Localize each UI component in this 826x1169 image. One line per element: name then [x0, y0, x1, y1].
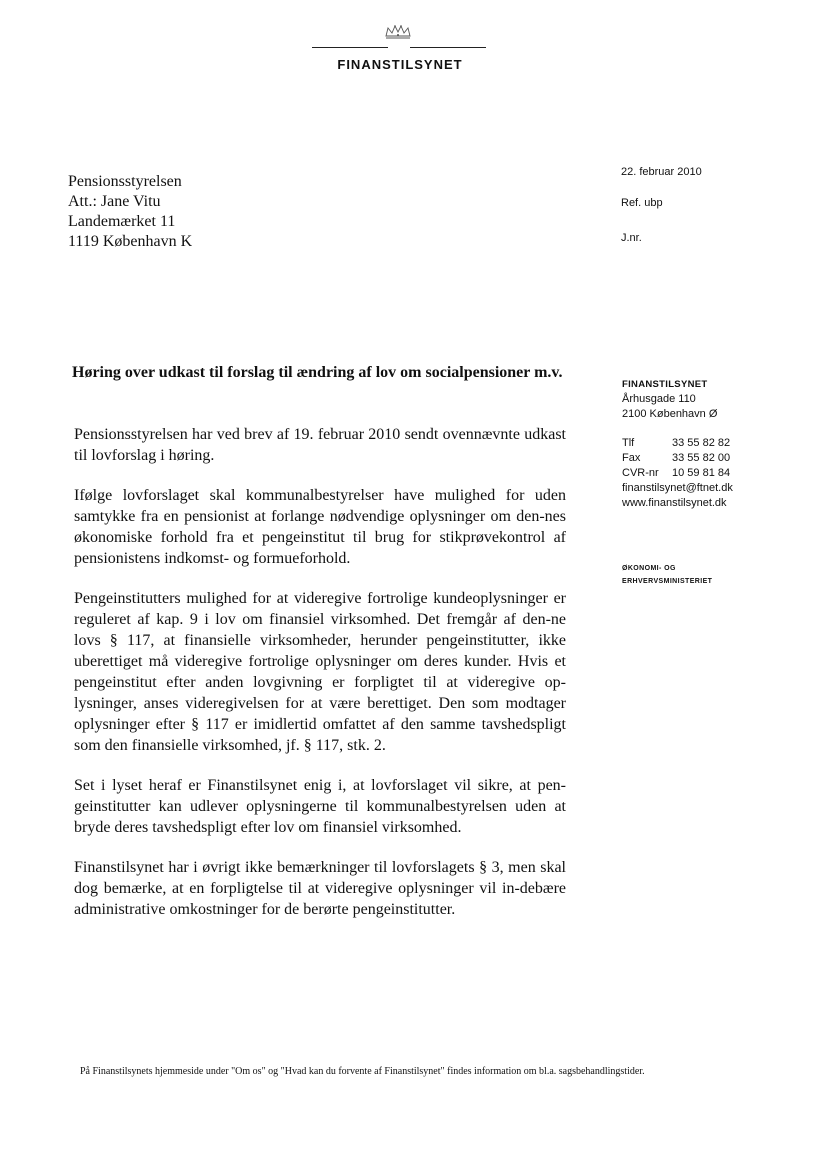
sender-website: www.finanstilsynet.dk — [622, 497, 727, 509]
sender-name: FINANSTILSYNET — [622, 379, 708, 390]
contact-row-cvr — [622, 466, 733, 481]
ministry-line: ERHVERVSMINISTERIET — [622, 578, 713, 585]
letter-subject: Høring over udkast til forslag til ændring af lov om socialpensioner m.v. — [72, 364, 563, 381]
sender-email: finanstilsynet@ftnet.dk — [622, 482, 733, 494]
sender-contact-block — [622, 377, 733, 511]
body-paragraph: Pengeinstitutters mulighed for at videregive fortrolige kundeoplysninger er reguleret af kap. 9 i lov om finansiel virksomhed. Det fremgår af den-ne lovs § 117, at finansielle virksomheder, herunder pengeinstitutter, ikke uberettiget må videregive fortrolige oplysninger om deres kunder. Hvis et pengeinstitut efter anden lovgivning er forpligtet til at videregive op-lysninger, anses videregivelsen for at være berettiget. Den som modtager oplysninger efter § 117 er imidlertid omfattet af den samme tavshedspligt som den finansielle virksomhed, jf. § 117, stk. 2. — [74, 590, 566, 754]
body-paragraph: Set i lyset heraf er Finanstilsynet enig i, at lovforslaget vil sikre, at pen-geinstitutter kan udlever oplysningerne til kommunalbestyrelsen uden at bryde deres tavshedspligt efter lov om finansiel virksomhed. — [74, 777, 566, 836]
recipient-address — [68, 172, 192, 252]
journal-number: J.nr. — [621, 232, 642, 244]
contact-value: 33 55 82 82 — [672, 437, 731, 449]
ministry-line: ØKONOMI- OG — [622, 565, 676, 572]
body-paragraph: Ifølge lovforslaget skal kommunalbestyrelser have mulighed for uden samtykke fra en pensionist at forlange nødvendige oplysninger om den-nes økonomiske forhold fra et pengeinstitut til brug for stikprøvekontrol af pensionistens indkomst- og formueforhold. — [74, 487, 566, 567]
sender-address-line: Århusgade 110 — [622, 393, 696, 405]
letter-date: 22. februar 2010 — [621, 166, 702, 178]
recipient-line: Pensionsstyrelsen — [68, 173, 182, 190]
letter-reference: Ref. ubp — [621, 197, 663, 209]
letterhead-rule-left — [312, 47, 388, 48]
contact-row-fax — [622, 451, 733, 466]
letterhead-rule-right — [410, 47, 486, 48]
contact-label: CVR-nr — [622, 467, 659, 479]
contact-label: Fax — [622, 452, 641, 464]
recipient-line: Landemærket 11 — [68, 213, 176, 230]
page-footer: På Finanstilsynets hjemmeside under "Om os" og "Hvad kan du forvente af Finanstilsynet" findes information om bl.a. sagsbehandlingstider. — [80, 1066, 645, 1077]
crown-logo-icon — [383, 24, 413, 42]
letter-body — [74, 424, 566, 939]
contact-label: Tlf — [622, 437, 635, 449]
ministry-name — [622, 562, 712, 588]
contact-value: 10 59 81 84 — [672, 467, 731, 479]
recipient-line: 1119 København K — [68, 233, 193, 250]
contact-row-phone — [622, 436, 733, 451]
sender-address-line: 2100 København Ø — [622, 408, 718, 420]
recipient-line: Att.: Jane Vitu — [68, 193, 161, 210]
contact-value: 33 55 82 00 — [672, 452, 731, 464]
letterhead-org-name: FINANSTILSYNET — [337, 57, 463, 72]
body-paragraph: Finanstilsynet har i øvrigt ikke bemærkninger til lovforslagets § 3, men skal dog bemærke, at en forpligtelse til at videregive oplysninger vil in-debære administrative omkostninger for de berørte pengeinstitutter. — [74, 859, 566, 918]
body-paragraph: Pensionsstyrelsen har ved brev af 19. februar 2010 sendt ovennævnte udkast til lovforslag i høring. — [74, 426, 566, 464]
